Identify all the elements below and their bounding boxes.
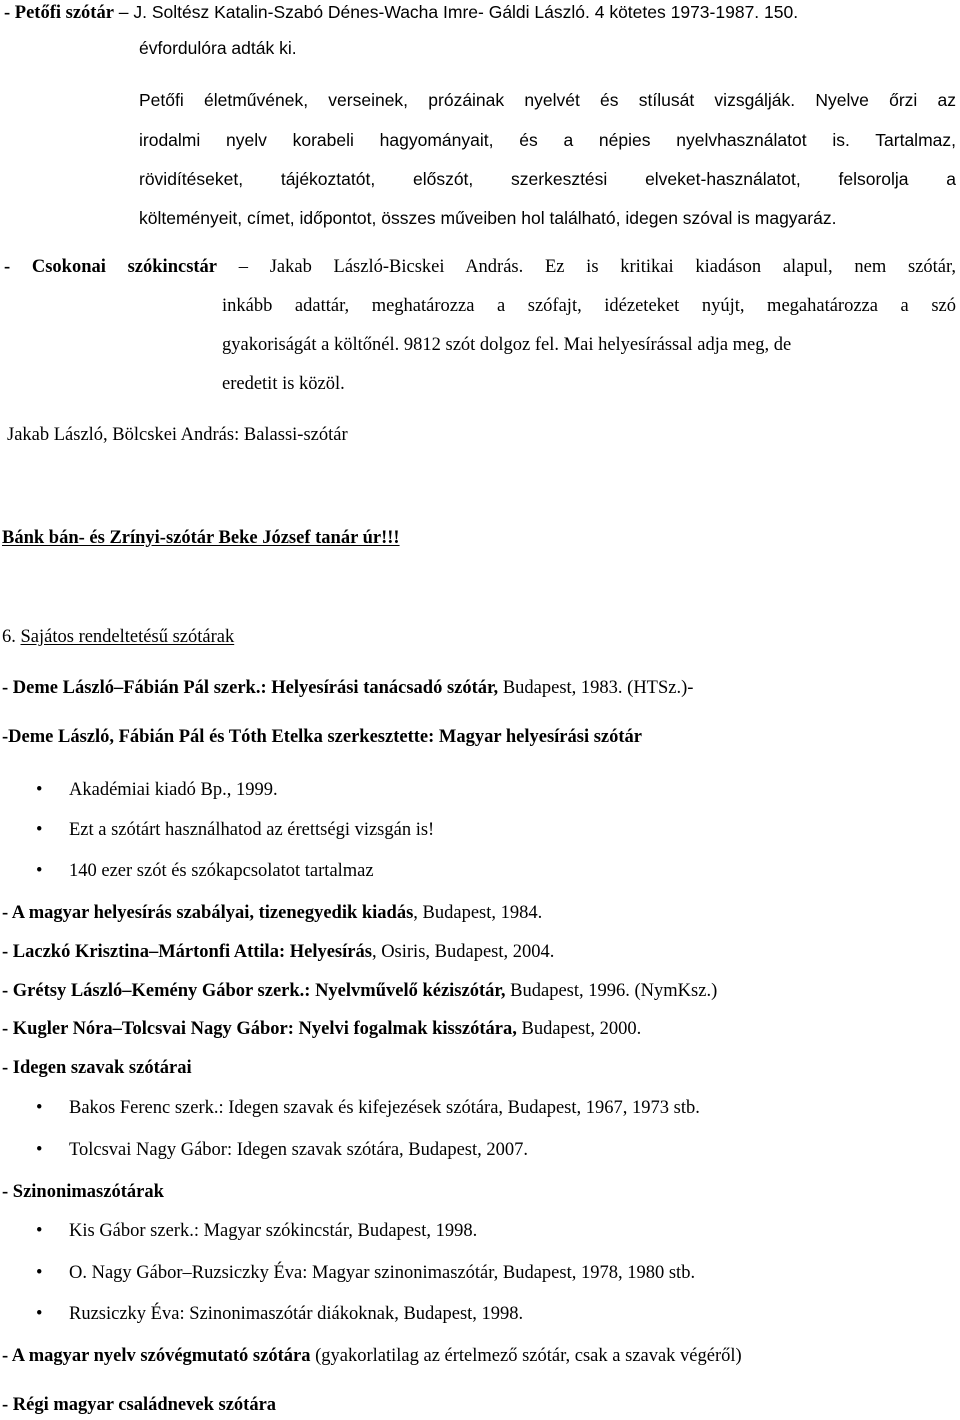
bank-zrinyi-entry: Bánk bán- és Zrínyi-szótár Beke József tanár úr!!! bbox=[2, 528, 400, 548]
bullet-marker: • bbox=[36, 1140, 43, 1160]
bullet-marker: • bbox=[36, 1263, 43, 1283]
deme-bullet-3: 140 ezer szót és szókapcsolatot tartalmaz bbox=[69, 861, 374, 881]
entry-gretsy-kemeny bbox=[2, 980, 717, 1002]
deme-entry-1-title: - Deme László–Fábián Pál szerk.: Helyesírási tanácsadó szótár, bbox=[2, 678, 499, 698]
csokonai-heading-line bbox=[4, 256, 956, 278]
entry-info: , Budapest, 1984. bbox=[413, 903, 543, 923]
bullet-marker: • bbox=[36, 1304, 43, 1324]
petofi-authors-cont: évfordulóra adták ki. bbox=[139, 38, 297, 58]
section-6-title: Sajátos rendeltetésű szótárak bbox=[20, 627, 235, 647]
entry-title: - A magyar helyesírás szabályai, tizenegyedik kiadás bbox=[2, 903, 414, 923]
petofi-title: - Petőfi szótár bbox=[4, 3, 114, 23]
entry-kugler-tolcsvai bbox=[2, 1018, 641, 1040]
entry-helyesiras-szabalyai bbox=[2, 902, 542, 924]
bullet-marker: • bbox=[36, 780, 43, 800]
idegen-heading: - Idegen szavak szótárai bbox=[2, 1058, 192, 1078]
csokonai-title: - Csokonai szókincstár bbox=[4, 257, 218, 277]
csokonai-desc-4: eredetit is közöl. bbox=[222, 374, 345, 394]
szinonima-heading: - Szinonimaszótárak bbox=[2, 1182, 164, 1202]
petofi-heading-line bbox=[4, 1, 798, 24]
szinonima-bullet-1: Kis Gábor szerk.: Magyar szókincstár, Budapest, 1998. bbox=[69, 1221, 478, 1241]
section-6-number: 6. bbox=[2, 627, 21, 647]
entry-title: - Laczkó Krisztina–Mártonfi Attila: Helyesírás bbox=[2, 942, 372, 962]
petofi-desc-3: rövidítéseket, tájékoztatót, előszót, szerkesztési elveket-használatot, felsorolja a bbox=[139, 169, 956, 189]
bullet-marker: • bbox=[36, 1098, 43, 1118]
section-6-heading bbox=[2, 626, 234, 648]
bullet-marker: • bbox=[36, 1221, 43, 1241]
szovegmutato-desc: (gyakorlatilag az értelmező szótár, csak a szavak végéről) bbox=[310, 1346, 742, 1366]
deme-bullet-2: Ezt a szótárt használhatod az érettségi vizsgán is! bbox=[69, 820, 435, 840]
deme-entry-1-info: Budapest, 1983. (HTSz.)- bbox=[498, 678, 694, 698]
idegen-bullet-2: Tolcsvai Nagy Gábor: Idegen szavak szótára, Budapest, 2007. bbox=[69, 1140, 529, 1160]
petofi-desc-1: Petőfi életművének, verseinek, prózáinak nyelvét és stílusát vizsgálják. Nyelve őrzi az bbox=[139, 90, 956, 110]
petofi-desc-2: irodalmi nyelv korabeli hagyományait, és a népies nyelvhasználatot is. Tartalmaz, bbox=[139, 130, 956, 150]
csokonai-desc-3: gyakoriságát a költőnél. 9812 szót dolgoz fel. Mai helyesírással adja meg, de bbox=[222, 335, 792, 355]
idegen-bullet-1: Bakos Ferenc szerk.: Idegen szavak és kifejezések szótára, Budapest, 1967, 1973 stb. bbox=[69, 1098, 700, 1118]
csokonai-desc-1: – Jakab László-Bicskei András. Ez is kritikai kiadáson alapul, nem szótár, bbox=[217, 257, 956, 277]
petofi-authors: – J. Soltész Katalin-Szabó Dénes-Wacha Imre- Gáldi László. 4 kötetes 1973-1987. 150. bbox=[113, 2, 799, 22]
entry-info: , Osiris, Budapest, 2004. bbox=[371, 942, 555, 962]
bullet-marker: • bbox=[36, 820, 43, 840]
petofi-desc-4: költeményeit, címet, időpontot, összes műveiben hol található, idegen szóval is magyaráz. bbox=[139, 208, 837, 228]
entry-title: - Kugler Nóra–Tolcsvai Nagy Gábor: Nyelvi fogalmak kisszótára, bbox=[2, 1019, 517, 1039]
bullet-marker: • bbox=[36, 861, 43, 881]
deme-entry-2: -Deme László, Fábián Pál és Tóth Etelka szerkesztette: Magyar helyesírási szótár bbox=[2, 727, 643, 747]
deme-entry-1 bbox=[2, 677, 693, 699]
entry-info: Budapest, 2000. bbox=[516, 1019, 642, 1039]
szovegmutato-entry bbox=[2, 1345, 742, 1367]
szinonima-bullet-3: Ruzsiczky Éva: Szinonimaszótár diákoknak, Budapest, 1998. bbox=[69, 1304, 524, 1324]
entry-info: Budapest, 1996. (NymKsz.) bbox=[505, 981, 718, 1001]
deme-bullet-1: Akadémiai kiadó Bp., 1999. bbox=[69, 780, 278, 800]
entry-title: - Grétsy László–Kemény Gábor szerk.: Nyelvművelő kéziszótár, bbox=[2, 981, 506, 1001]
entry-laczko-martonfi bbox=[2, 941, 554, 963]
csokonai-desc-2: inkább adattár, meghatározza a szófajt, idézeteket nyújt, megahatározza a szó bbox=[222, 296, 956, 316]
balassi-entry: Jakab László, Bölcskei András: Balassi-szótár bbox=[7, 425, 348, 445]
regi-csaladnevek-entry: - Régi magyar családnevek szótára bbox=[2, 1395, 277, 1415]
szovegmutato-title: - A magyar nyelv szóvégmutató szótára bbox=[2, 1346, 311, 1366]
szinonima-bullet-2: O. Nagy Gábor–Ruzsiczky Éva: Magyar szinonimaszótár, Budapest, 1978, 1980 stb. bbox=[69, 1263, 696, 1283]
